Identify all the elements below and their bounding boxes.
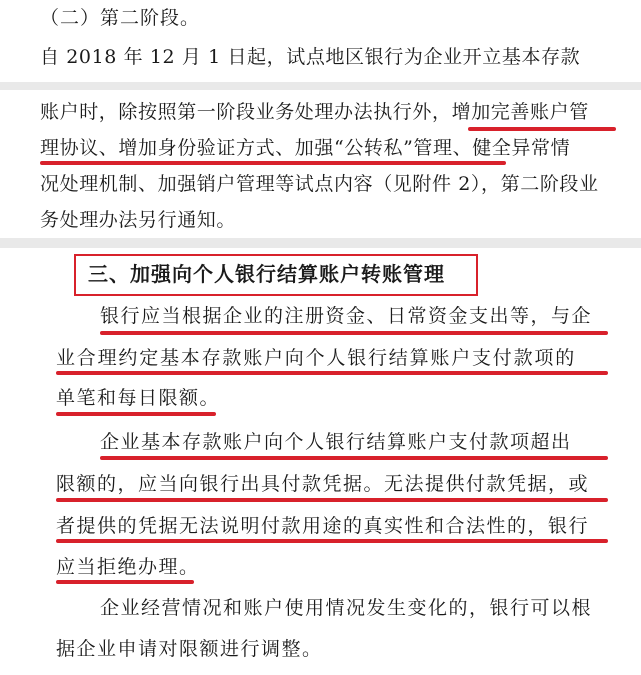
paragraph-line: 企业基本存款账户向个人银行结算账户支付款项超出	[100, 431, 572, 453]
paragraph-line: 业合理约定基本存款账户向个人银行结算账户支付款项的	[56, 347, 577, 369]
paragraph-line: 企业经营情况和账户使用情况发生变化的，银行可以根	[100, 597, 593, 619]
underline-mark	[56, 371, 608, 375]
paragraph-line: 者提供的凭据无法说明付款用途的真实性和合法性的，银行	[56, 515, 590, 537]
paragraph-line: 银行应当根据企业的注册资金、日常资金支出等，与企	[100, 305, 593, 327]
underline-mark	[56, 539, 608, 543]
underline-mark	[100, 456, 608, 460]
paragraph-line: 应当拒绝办理。	[56, 556, 200, 578]
separator	[0, 238, 641, 248]
paragraph-line: 据企业申请对限额进行调整。	[56, 638, 323, 660]
underline-mark	[56, 498, 608, 502]
section-heading: 三、加强向个人银行结算账户转账管理	[88, 262, 445, 286]
underline-mark	[100, 331, 608, 335]
underline-mark	[56, 412, 216, 416]
underline-mark	[468, 127, 616, 131]
paragraph-line: 自 2018 年 12 月 1 日起，试点地区银行为企业开立基本存款	[40, 46, 581, 68]
paragraph-line: 账户时，除按照第一阶段业务处理办法执行外，增加完善账户管	[40, 101, 589, 123]
underline-mark	[56, 580, 194, 584]
paragraph-line: 单笔和每日限额。	[56, 387, 221, 409]
paragraph-line: 理协议、增加身份验证方式、加强“公转私”管理、健全异常情	[40, 137, 571, 159]
paragraph-line: 况处理机制、加强销户管理等试点内容（见附件 2），第二阶段业	[40, 173, 599, 195]
paragraph-line: 限额的，应当向银行出具付款凭据。无法提供付款凭据，或	[56, 473, 590, 495]
separator	[0, 82, 641, 90]
subsection-title: （二）第二阶段。	[40, 7, 201, 29]
paragraph-line: 务处理办法另行通知。	[40, 209, 237, 231]
underline-mark	[40, 161, 506, 165]
